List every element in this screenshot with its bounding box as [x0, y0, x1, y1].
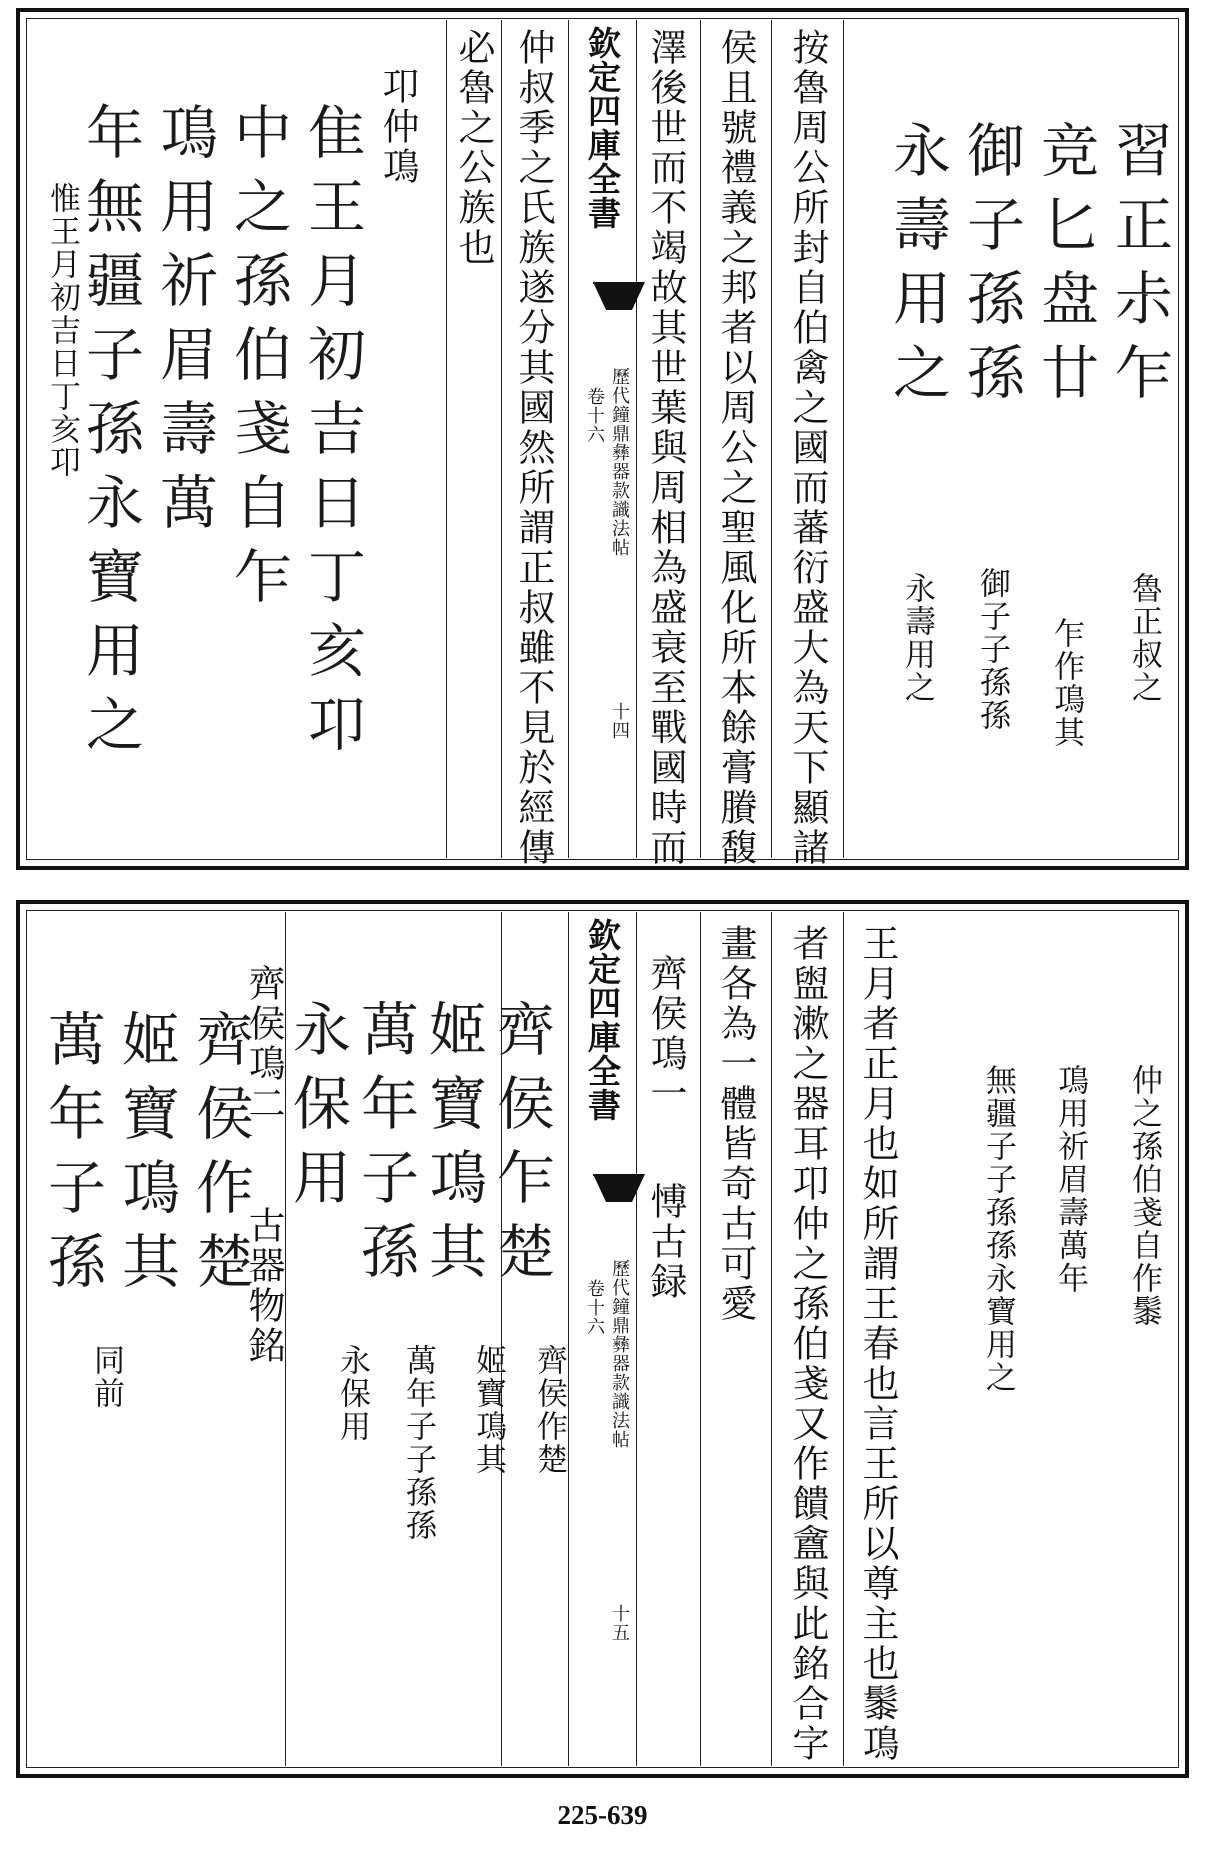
vessel-title: 卭仲䲨	[376, 67, 419, 187]
transcription-column: 䲨用祈眉壽萬年	[1052, 1064, 1088, 1295]
seal-inscription-column: 姬寶䲨其	[419, 999, 487, 1295]
band-book-title: 歷代鐘鼎彝器款識法帖	[609, 367, 630, 557]
band-juan: 卷十六	[584, 1279, 605, 1336]
seal-inscription-column: 齊侯作楚	[186, 1009, 254, 1305]
seal-inscription-column: 御子孫孫	[957, 120, 1025, 416]
source-citation: 古器物銘	[242, 1206, 285, 1366]
page-number: 225-639	[557, 1800, 648, 1830]
seal-inscription-column: 萬年子孫	[351, 999, 419, 1295]
commentary-column: 按魯周公所封自伯禽之國而蕃衍盛大為天下顯諸	[786, 28, 829, 868]
column-rule	[700, 20, 701, 858]
seal-inscription-column: 竞匕盘廿	[1031, 120, 1099, 416]
source-citation: 愽古録	[644, 1182, 687, 1302]
fish-tail-ornament	[593, 282, 645, 310]
transcription-column: 永壽用之	[899, 572, 935, 704]
commentary-column: 王月者正月也如所謂王春也言王所以尊主也䰍䲨	[856, 924, 899, 1764]
seal-inscription-column: 中之孫伯戔自乍	[224, 102, 292, 620]
transcription-column: 無疆子子孫孫永寶用之	[980, 1064, 1016, 1394]
commentary-column: 者盥漱之器耳卭仲之孫伯戔又作饋盦與此銘合字	[786, 924, 829, 1764]
transcription-column: 惟王月初吉日丁亥卭	[44, 182, 80, 479]
column-rule	[700, 912, 701, 1766]
seal-inscription-column: 䲨用祈眉壽萬	[150, 102, 218, 546]
band-book-title: 歷代鐘鼎彝器款識法帖	[609, 1259, 630, 1449]
transcription-column: 永保用	[334, 1344, 370, 1443]
vessel-title: 齊侯䲨二	[242, 964, 285, 1124]
band-leaf-number: 十四	[609, 702, 630, 740]
transcription-column: 姬寶䲨其	[470, 1344, 506, 1476]
commentary-column: 澤後世而不竭故其世葉與周相為盛衰至戰國時而	[644, 28, 687, 868]
band-title: 欽定四庫全書	[583, 26, 622, 230]
seal-inscription-column: 隹王月初吉日丁亥卭	[298, 102, 366, 768]
seal-inscription-column: 姬寶䲨其	[112, 1009, 180, 1305]
seal-inscription-column: 齊侯乍楚	[487, 999, 555, 1295]
band-rule	[501, 20, 502, 858]
transcription-column: 仲之孫伯戔自作䰍	[1126, 1064, 1162, 1328]
seal-inscription-column: 永保用	[283, 999, 351, 1221]
bottom-folio	[16, 900, 1189, 1778]
commentary-column: 侯且號禮義之邦者以周公之聖風化所本餘膏賸馥	[714, 28, 757, 868]
transcription-column: 乍作䲨其	[1048, 617, 1084, 749]
column-rule	[843, 912, 844, 1766]
transcription-column: 齊侯作楚	[531, 1344, 567, 1476]
seal-inscription-column: 習正尗乍	[1105, 120, 1173, 416]
seal-inscription-column: 萬年子孫	[38, 1009, 106, 1305]
transcription-column: 魯正叔之	[1126, 572, 1162, 704]
column-rule	[636, 912, 637, 1766]
transcription-column: 同前	[88, 1344, 124, 1410]
transcription-column: 御子子孫孫	[974, 567, 1010, 732]
fish-tail-ornament	[593, 1174, 645, 1202]
vessel-title: 齊侯䲨一	[644, 954, 687, 1114]
band-title: 欽定四庫全書	[583, 918, 622, 1122]
column-rule	[771, 20, 772, 858]
column-rule	[843, 20, 844, 858]
column-rule	[568, 20, 569, 858]
commentary-column: 畫各為一體皆奇古可愛	[714, 924, 757, 1324]
column-rule	[636, 20, 637, 858]
column-rule	[771, 912, 772, 1766]
seal-inscription-column: 永壽用之	[883, 120, 951, 416]
band-rule	[446, 20, 447, 858]
band-juan: 卷十六	[584, 387, 605, 444]
band-leaf-number: 十五	[609, 1604, 630, 1642]
top-folio	[16, 8, 1189, 870]
seal-inscription-column: 年無疆子孫永寶用之	[76, 102, 144, 768]
transcription-column: 萬年子子孫孫	[400, 1344, 436, 1542]
commentary-column: 仲叔季之氏族遂分其國然所謂正叔雖不見於經傳	[512, 28, 555, 868]
commentary-column: 必魯之公族也	[452, 28, 495, 268]
column-rule	[568, 912, 569, 1766]
